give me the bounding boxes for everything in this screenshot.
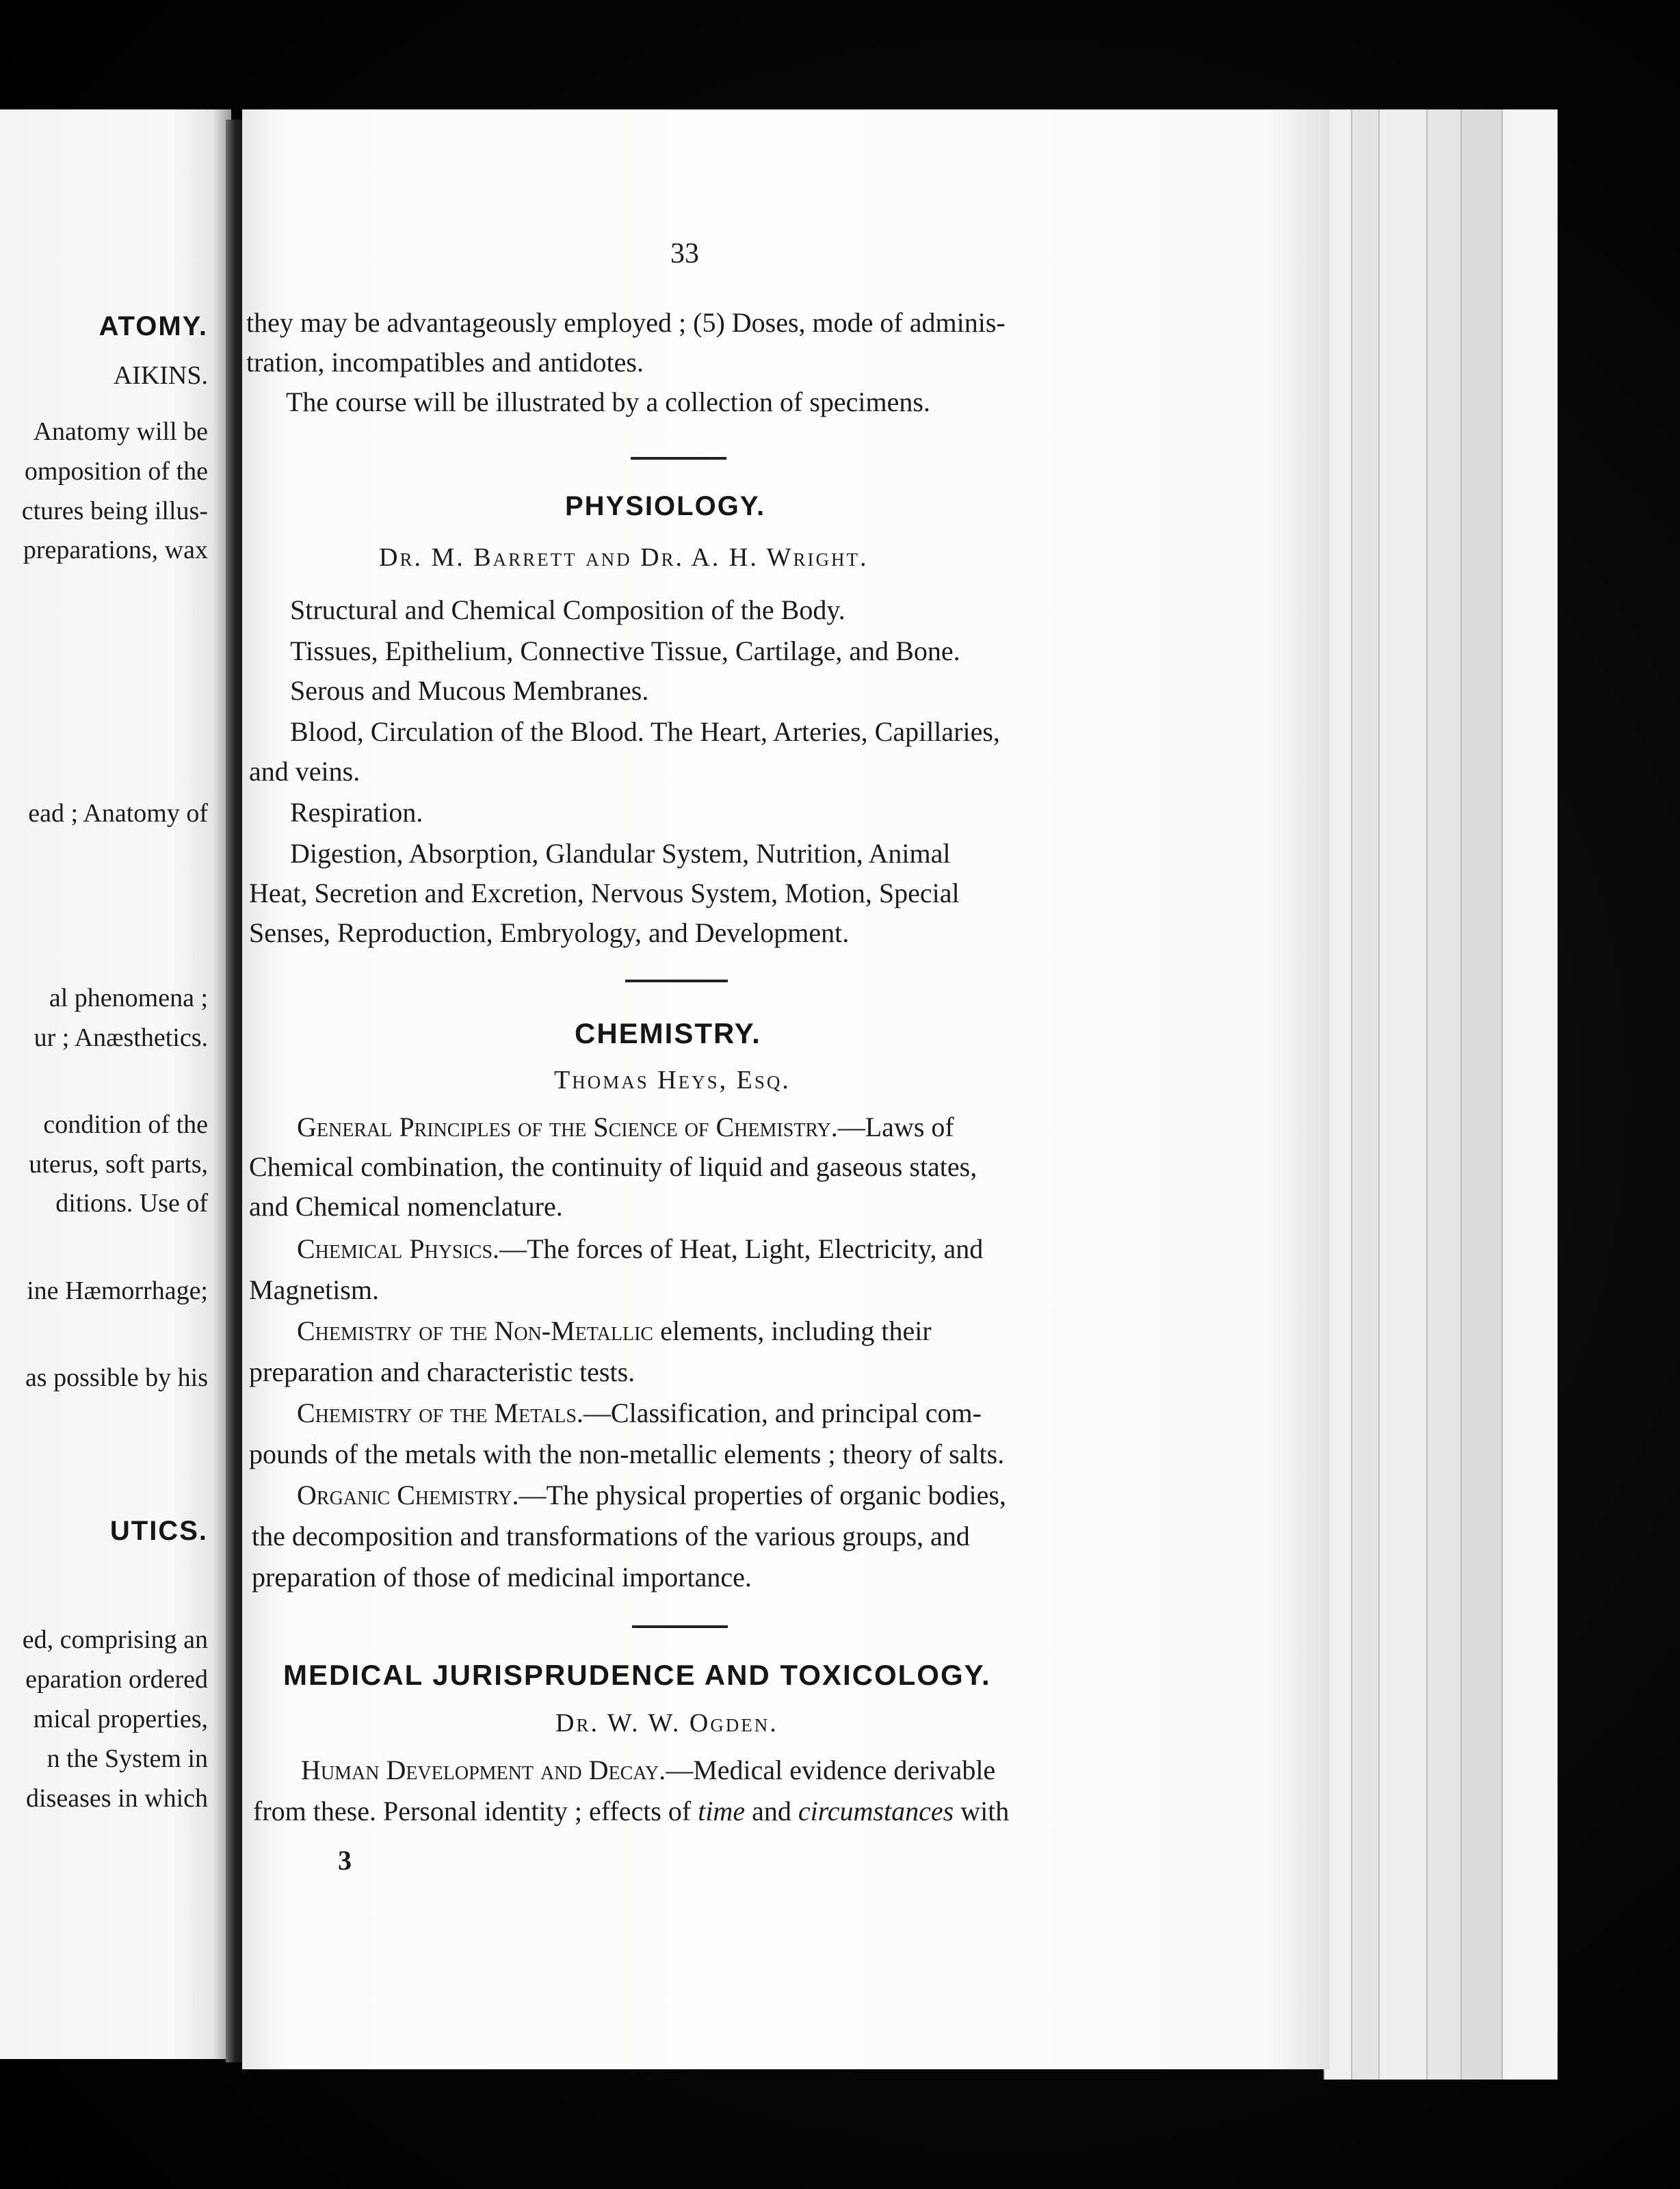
- text-line: the decomposition and transformations of the various groups, and: [252, 1521, 970, 1551]
- text-line: preparation and characteristic tests.: [249, 1356, 635, 1387]
- left-text-line: al phenomena ;: [49, 984, 208, 1012]
- section-title-chemistry: CHEMISTRY.: [575, 1017, 761, 1049]
- paragraph-lead: Chemistry of the Metals.: [297, 1398, 583, 1428]
- paragraph-text: —Classification, and principal com-: [583, 1398, 982, 1428]
- paragraph-lead: Organic Chemistry.: [297, 1480, 519, 1510]
- text-line: Magnetism.: [249, 1274, 379, 1305]
- text-line: Blood, Circulation of the Blood. The Heart, Arteries, Capillaries,: [290, 716, 1000, 747]
- section-divider: [631, 457, 726, 460]
- left-facing-page: [0, 109, 231, 2059]
- left-text-line: as possible by his: [25, 1363, 208, 1392]
- section-author-physiology: Dr. M. Barrett and Dr. A. H. Wright.: [379, 543, 869, 572]
- left-text-line: preparations, wax: [23, 536, 208, 564]
- left-heading-anatomy: ATOMY.: [99, 311, 208, 341]
- text-line: [297, 1400, 982, 1427]
- left-text-line: ead ; Anatomy of: [28, 799, 208, 828]
- text-line: [253, 1798, 1009, 1825]
- left-text-line: ur ; Anæsthetics.: [34, 1023, 208, 1052]
- page-edges-stack: [1324, 109, 1556, 2080]
- text-line: [301, 1757, 995, 1784]
- signature-mark: 3: [338, 1845, 352, 1876]
- paragraph-text: from these. Personal identity ; effects of: [253, 1796, 698, 1826]
- text-line: The course will be illustrated by a collection of specimens.: [286, 386, 930, 417]
- paragraph-text: with: [954, 1796, 1010, 1826]
- left-text-line: diseases in which: [26, 1784, 208, 1813]
- section-title-jurisprudence: MEDICAL JURISPRUDENCE AND TOXICOLOGY.: [283, 1659, 991, 1691]
- page-edge: [1501, 109, 1558, 2080]
- italic-word: circumstances: [798, 1796, 954, 1826]
- paragraph-lead: General Principles of the Science of Chemistry.: [297, 1112, 838, 1142]
- text-line: Heat, Secretion and Excretion, Nervous System, Motion, Special: [249, 878, 960, 908]
- section-author-chemistry: Thomas Heys, Esq.: [554, 1066, 791, 1094]
- text-line: pounds of the metals with the non-metallic elements ; theory of salts.: [249, 1439, 1005, 1469]
- text-line: Chemical combination, the continuity of liquid and gaseous states,: [249, 1151, 977, 1182]
- text-line: Serous and Mucous Membranes.: [290, 675, 649, 706]
- text-line: Respiration.: [290, 797, 423, 828]
- left-heading-utics: UTICS.: [109, 1516, 208, 1546]
- paragraph-text: elements, including their: [653, 1315, 932, 1346]
- left-text-line: n the System in: [47, 1744, 208, 1773]
- left-text-line: mical properties,: [33, 1705, 208, 1733]
- text-line: Senses, Reproduction, Embryology, and Development.: [249, 917, 850, 948]
- page-number: 33: [670, 238, 699, 270]
- left-text-line: ed, comprising an: [22, 1625, 208, 1654]
- text-line: [297, 1235, 983, 1263]
- paragraph-lead: Chemistry of the Non-Metallic: [297, 1315, 654, 1346]
- text-line: Structural and Chemical Composition of the Body.: [290, 594, 845, 625]
- section-divider: [632, 1625, 728, 1628]
- left-text-line: ctures being illus-: [21, 497, 208, 525]
- text-line: and veins.: [249, 756, 360, 787]
- text-line: and Chemical nomenclature.: [249, 1191, 563, 1222]
- paragraph-lead: Chemical Physics.: [297, 1233, 500, 1264]
- text-line: [297, 1114, 954, 1141]
- paragraph-text: —The physical properties of organic bodies,: [519, 1480, 1006, 1510]
- text-line: tration, incompatibles and antidotes.: [246, 347, 644, 378]
- text-line: preparation of those of medicinal importance.: [252, 1562, 752, 1592]
- left-text-line: condition of the: [43, 1110, 208, 1139]
- text-line: [297, 1315, 932, 1346]
- left-text-line: eparation ordered: [25, 1665, 208, 1694]
- left-author: AIKINS.: [113, 361, 208, 390]
- paragraph-text: —The forces of Heat, Light, Electricity, and: [499, 1233, 984, 1264]
- section-title-physiology: PHYSIOLOGY.: [565, 491, 766, 521]
- left-text-line: ditions. Use of: [55, 1189, 208, 1218]
- left-text-line: omposition of the: [24, 457, 208, 486]
- text-line: Tissues, Epithelium, Connective Tissue, Cartilage, and Bone.: [290, 635, 960, 666]
- section-divider: [625, 980, 728, 982]
- text-line: they may be advantageously employed ; (5) Doses, mode of adminis-: [246, 307, 1006, 338]
- left-text-line: ine Hæmorrhage;: [27, 1276, 208, 1305]
- paragraph-lead: Human Development and Decay.: [301, 1755, 666, 1785]
- left-text-line: uterus, soft parts,: [29, 1150, 208, 1179]
- text-line: [297, 1482, 1006, 1509]
- paragraph-text: —Medical evidence derivable: [666, 1755, 996, 1785]
- left-text-line: Anatomy will be: [33, 417, 208, 446]
- text-line: Digestion, Absorption, Glandular System, Nutrition, Animal: [290, 838, 951, 869]
- paragraph-text: —Laws of: [837, 1112, 954, 1142]
- section-author-jurisprudence: Dr. W. W. Ogden.: [555, 1709, 778, 1738]
- book-page: [242, 109, 1330, 2069]
- italic-word: time: [698, 1796, 746, 1826]
- paragraph-text: and: [745, 1796, 798, 1826]
